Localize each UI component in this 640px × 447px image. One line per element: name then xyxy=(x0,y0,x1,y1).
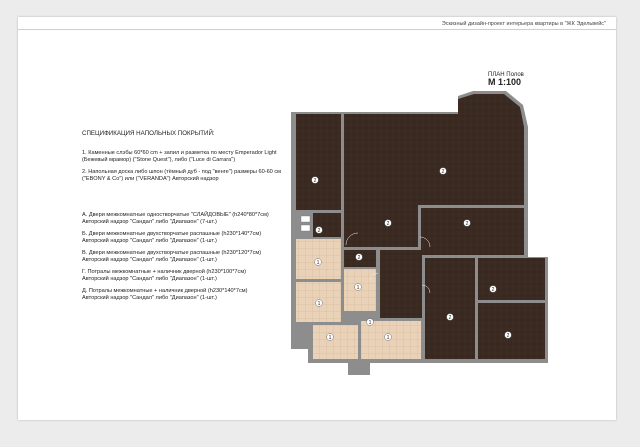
spec-line: Г. Потралы межкомнатные + наличник дверной (h230*100*7см) xyxy=(82,269,247,275)
svg-text:2: 2 xyxy=(506,333,510,339)
spec-line: ("EBONY & Co") или ("VERANDA") Авторский надзор xyxy=(82,176,219,182)
spec-line: Авторский надзор "Сандал" либо "Диапазон" (7-шт.) xyxy=(82,219,217,225)
svg-text:2: 2 xyxy=(313,178,317,184)
drawing-sheet xyxy=(18,17,616,420)
spec-line: А. Двери межкомнатные одностворчатые "СЛАЙДОВЫЕ" (h240*80*7см) xyxy=(82,212,269,218)
svg-text:2: 2 xyxy=(386,221,390,227)
spec-line: 1. Каменные слэбы 60*60 cm + запил и разметка по месту Emperador Light xyxy=(82,150,277,156)
svg-text:2: 2 xyxy=(491,287,495,293)
svg-text:2: 2 xyxy=(441,169,445,175)
sheet-header-title: Эскизный дизайн-проект интерьера квартиры в "ЖК Эдельвейс" xyxy=(441,21,606,27)
spec-line: Б. Двери межкомнатные двухстворчатые распашные (h230*140*7см) xyxy=(82,231,262,237)
floor-plan xyxy=(18,17,616,420)
spec-heading: СПЕЦИФИКАЦИЯ НАПОЛЬНЫХ ПОКРЫТИЙ: xyxy=(82,130,215,137)
svg-text:1: 1 xyxy=(317,301,321,307)
svg-text:1: 1 xyxy=(368,320,372,326)
plan-scale: М 1:100 xyxy=(488,77,522,88)
plan-caption-label: ПЛАН Полов xyxy=(488,72,524,78)
svg-text:1: 1 xyxy=(386,335,390,341)
svg-text:2: 2 xyxy=(357,255,361,261)
spec-line: Авторский надзор "Сандал" либо "Диапазон" (1-шт.) xyxy=(82,257,217,263)
spec-line: (Бежевый мрамор) ("Stone Quest"), либо ("Luce di Carrara") xyxy=(82,157,236,163)
spec-line: Авторский надзор "Сандал" либо "Диапазон" (1-шт.) xyxy=(82,295,217,301)
spec-line: Авторский надзор "Сандал" либо "Диапазон" (1-шт.) xyxy=(82,238,217,244)
svg-text:1: 1 xyxy=(328,335,332,341)
svg-text:1: 1 xyxy=(356,285,360,291)
spec-line: В. Двери межкомнатные двухстворчатые распашные (h230*120*7см) xyxy=(82,250,262,256)
spec-line: Авторский надзор "Сандал" либо "Диапазон" (1-шт.) xyxy=(82,276,217,282)
svg-text:2: 2 xyxy=(465,221,469,227)
svg-text:1: 1 xyxy=(316,260,320,266)
spec-line: Д. Потралы межкомнатные + наличник дверной (h230*140*7см) xyxy=(82,288,248,294)
spec-line: 2. Напольная доска либо шпон (тёмный дуб - под "венге") размеры 60-60 см xyxy=(82,169,281,175)
svg-text:2: 2 xyxy=(317,228,321,234)
svg-text:2: 2 xyxy=(448,315,452,321)
